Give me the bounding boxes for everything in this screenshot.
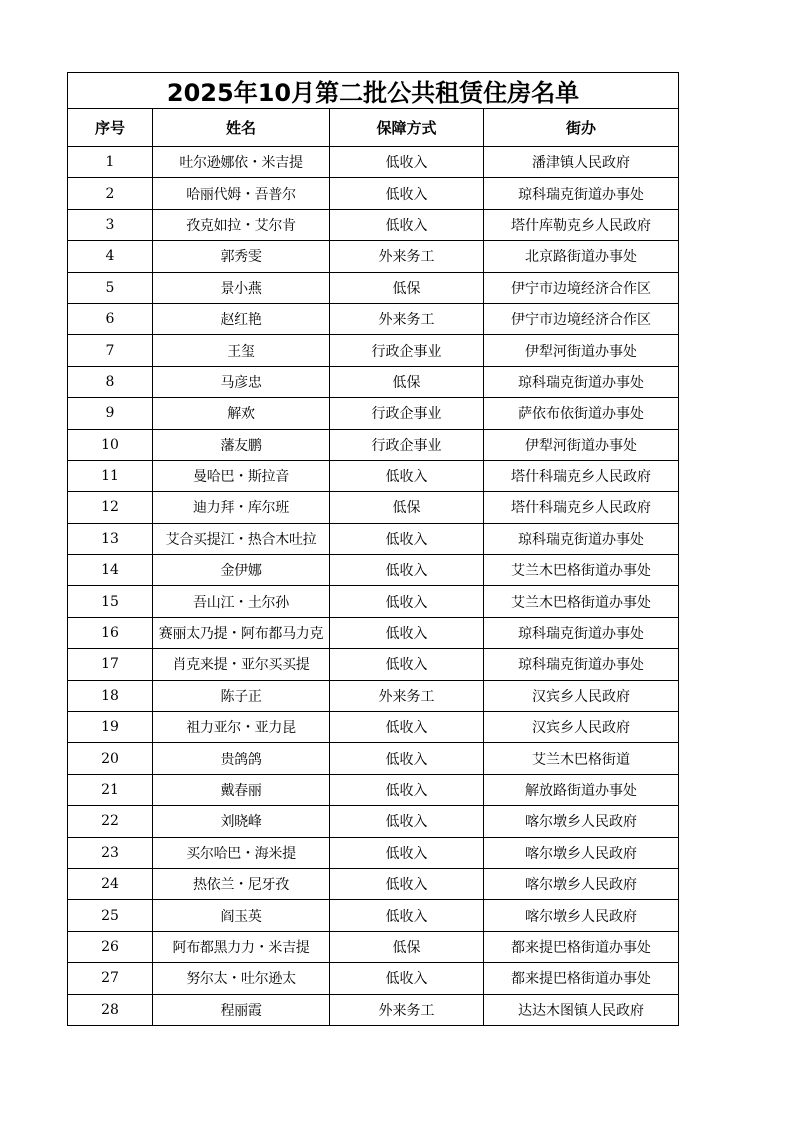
cell-type: 低收入 (330, 147, 484, 178)
cell-index: 28 (68, 994, 153, 1025)
header-office: 街办 (484, 109, 679, 147)
cell-type: 低收入 (330, 837, 484, 868)
table-row (68, 586, 679, 617)
cell-type: 低收入 (330, 617, 484, 648)
cell-index: 27 (68, 963, 153, 994)
cell-office: 喀尔墩乡人民政府 (484, 806, 679, 837)
cell-name: 赛丽太乃提・阿布都马力克 (153, 617, 330, 648)
cell-index: 15 (68, 586, 153, 617)
cell-name: 王玺 (153, 335, 330, 366)
cell-type: 低收入 (330, 555, 484, 586)
table-row (68, 335, 679, 366)
cell-index: 25 (68, 900, 153, 931)
table-row (68, 743, 679, 774)
cell-office: 塔什科瑞克乡人民政府 (484, 460, 679, 491)
cell-index: 7 (68, 335, 153, 366)
cell-office: 琼科瑞克街道办事处 (484, 178, 679, 209)
cell-index: 1 (68, 147, 153, 178)
cell-type: 低收入 (330, 806, 484, 837)
cell-name: 程丽霞 (153, 994, 330, 1025)
cell-name: 马彦忠 (153, 366, 330, 397)
table-row (68, 272, 679, 303)
cell-type: 外来务工 (330, 303, 484, 334)
cell-index: 21 (68, 774, 153, 805)
table-row (68, 492, 679, 523)
cell-index: 24 (68, 868, 153, 899)
cell-office: 都来提巴格街道办事处 (484, 931, 679, 962)
cell-index: 2 (68, 178, 153, 209)
cell-type: 外来务工 (330, 994, 484, 1025)
cell-name: 哈丽代姆・吾普尔 (153, 178, 330, 209)
cell-type: 低收入 (330, 178, 484, 209)
cell-index: 9 (68, 398, 153, 429)
cell-name: 曼哈巴・斯拉音 (153, 460, 330, 491)
cell-index: 11 (68, 460, 153, 491)
cell-index: 10 (68, 429, 153, 460)
cell-name: 迪力拜・库尔班 (153, 492, 330, 523)
table-row (68, 209, 679, 240)
table-row (68, 555, 679, 586)
cell-office: 琼科瑞克街道办事处 (484, 649, 679, 680)
table-row (68, 649, 679, 680)
cell-name: 努尔太・吐尔逊太 (153, 963, 330, 994)
cell-type: 低收入 (330, 963, 484, 994)
table-row (68, 806, 679, 837)
cell-office: 琼科瑞克街道办事处 (484, 617, 679, 648)
header-type: 保障方式 (330, 109, 484, 147)
cell-name: 陈子正 (153, 680, 330, 711)
cell-type: 低收入 (330, 209, 484, 240)
table-row (68, 994, 679, 1025)
cell-name: 肖克来提・亚尔买买提 (153, 649, 330, 680)
cell-type: 低收入 (330, 868, 484, 899)
cell-name: 孜克如拉・艾尔肯 (153, 209, 330, 240)
table-row (68, 868, 679, 899)
cell-office: 艾兰木巴格街道办事处 (484, 555, 679, 586)
cell-name: 阿布都黑力力・米吉提 (153, 931, 330, 962)
cell-type: 低收入 (330, 523, 484, 554)
header-name: 姓名 (153, 109, 330, 147)
cell-index: 5 (68, 272, 153, 303)
cell-type: 行政企事业 (330, 335, 484, 366)
cell-type: 外来务工 (330, 680, 484, 711)
roster-table (67, 72, 679, 1026)
cell-name: 刘晓峰 (153, 806, 330, 837)
cell-index: 22 (68, 806, 153, 837)
cell-index: 13 (68, 523, 153, 554)
table-row (68, 178, 679, 209)
cell-type: 低收入 (330, 586, 484, 617)
table-row (68, 963, 679, 994)
table-row (68, 241, 679, 272)
cell-index: 16 (68, 617, 153, 648)
cell-office: 艾兰木巴格街道办事处 (484, 586, 679, 617)
cell-name: 热依兰・尼牙孜 (153, 868, 330, 899)
cell-type: 行政企事业 (330, 398, 484, 429)
table-row (68, 303, 679, 334)
cell-type: 低收入 (330, 743, 484, 774)
table-row (68, 931, 679, 962)
cell-office: 艾兰木巴格街道 (484, 743, 679, 774)
cell-office: 萨依布依街道办事处 (484, 398, 679, 429)
cell-index: 23 (68, 837, 153, 868)
cell-index: 17 (68, 649, 153, 680)
cell-type: 低收入 (330, 900, 484, 931)
cell-type: 低收入 (330, 460, 484, 491)
table-row (68, 712, 679, 743)
cell-office: 伊犁河街道办事处 (484, 429, 679, 460)
cell-office: 伊宁市边境经济合作区 (484, 272, 679, 303)
table-row (68, 398, 679, 429)
cell-index: 8 (68, 366, 153, 397)
table-row (68, 147, 679, 178)
cell-office: 伊宁市边境经济合作区 (484, 303, 679, 334)
cell-type: 低收入 (330, 774, 484, 805)
cell-office: 汉宾乡人民政府 (484, 712, 679, 743)
cell-name: 赵红艳 (153, 303, 330, 334)
cell-name: 阎玉英 (153, 900, 330, 931)
cell-office: 喀尔墩乡人民政府 (484, 868, 679, 899)
cell-name: 祖力亚尔・亚力昆 (153, 712, 330, 743)
cell-name: 解欢 (153, 398, 330, 429)
cell-office: 喀尔墩乡人民政府 (484, 837, 679, 868)
cell-index: 20 (68, 743, 153, 774)
cell-office: 潘津镇人民政府 (484, 147, 679, 178)
title-row (68, 73, 679, 109)
cell-office: 琼科瑞克街道办事处 (484, 366, 679, 397)
cell-name: 藩友鹏 (153, 429, 330, 460)
cell-type: 低收入 (330, 712, 484, 743)
cell-office: 塔什库勒克乡人民政府 (484, 209, 679, 240)
cell-name: 景小燕 (153, 272, 330, 303)
table-row (68, 774, 679, 805)
cell-type: 低保 (330, 366, 484, 397)
cell-index: 6 (68, 303, 153, 334)
cell-office: 喀尔墩乡人民政府 (484, 900, 679, 931)
cell-office: 解放路街道办事处 (484, 774, 679, 805)
cell-name: 吐尔逊娜依・米吉提 (153, 147, 330, 178)
cell-office: 汉宾乡人民政府 (484, 680, 679, 711)
cell-type: 低保 (330, 931, 484, 962)
table-row (68, 900, 679, 931)
cell-index: 18 (68, 680, 153, 711)
cell-index: 19 (68, 712, 153, 743)
cell-name: 戴春丽 (153, 774, 330, 805)
cell-name: 金伊娜 (153, 555, 330, 586)
table-row (68, 460, 679, 491)
cell-name: 艾合买提江・热合木吐拉 (153, 523, 330, 554)
header-index: 序号 (68, 109, 153, 147)
cell-index: 3 (68, 209, 153, 240)
cell-index: 12 (68, 492, 153, 523)
cell-name: 贵鸽鸽 (153, 743, 330, 774)
cell-office: 达达木图镇人民政府 (484, 994, 679, 1025)
cell-type: 低保 (330, 492, 484, 523)
table-row (68, 523, 679, 554)
table-row (68, 680, 679, 711)
table-row (68, 617, 679, 648)
cell-index: 26 (68, 931, 153, 962)
cell-name: 郭秀雯 (153, 241, 330, 272)
table-row (68, 429, 679, 460)
cell-type: 低收入 (330, 649, 484, 680)
cell-office: 塔什科瑞克乡人民政府 (484, 492, 679, 523)
cell-type: 外来务工 (330, 241, 484, 272)
cell-office: 北京路街道办事处 (484, 241, 679, 272)
table-row (68, 837, 679, 868)
cell-type: 行政企事业 (330, 429, 484, 460)
cell-name: 买尔哈巴・海米提 (153, 837, 330, 868)
cell-office: 琼科瑞克街道办事处 (484, 523, 679, 554)
header-row (68, 109, 679, 147)
cell-office: 都来提巴格街道办事处 (484, 963, 679, 994)
cell-office: 伊犁河街道办事处 (484, 335, 679, 366)
cell-index: 14 (68, 555, 153, 586)
cell-index: 4 (68, 241, 153, 272)
cell-name: 吾山江・土尔孙 (153, 586, 330, 617)
page-title: 2025年10月第二批公共租赁住房名单 (68, 73, 679, 109)
cell-type: 低保 (330, 272, 484, 303)
table-row (68, 366, 679, 397)
